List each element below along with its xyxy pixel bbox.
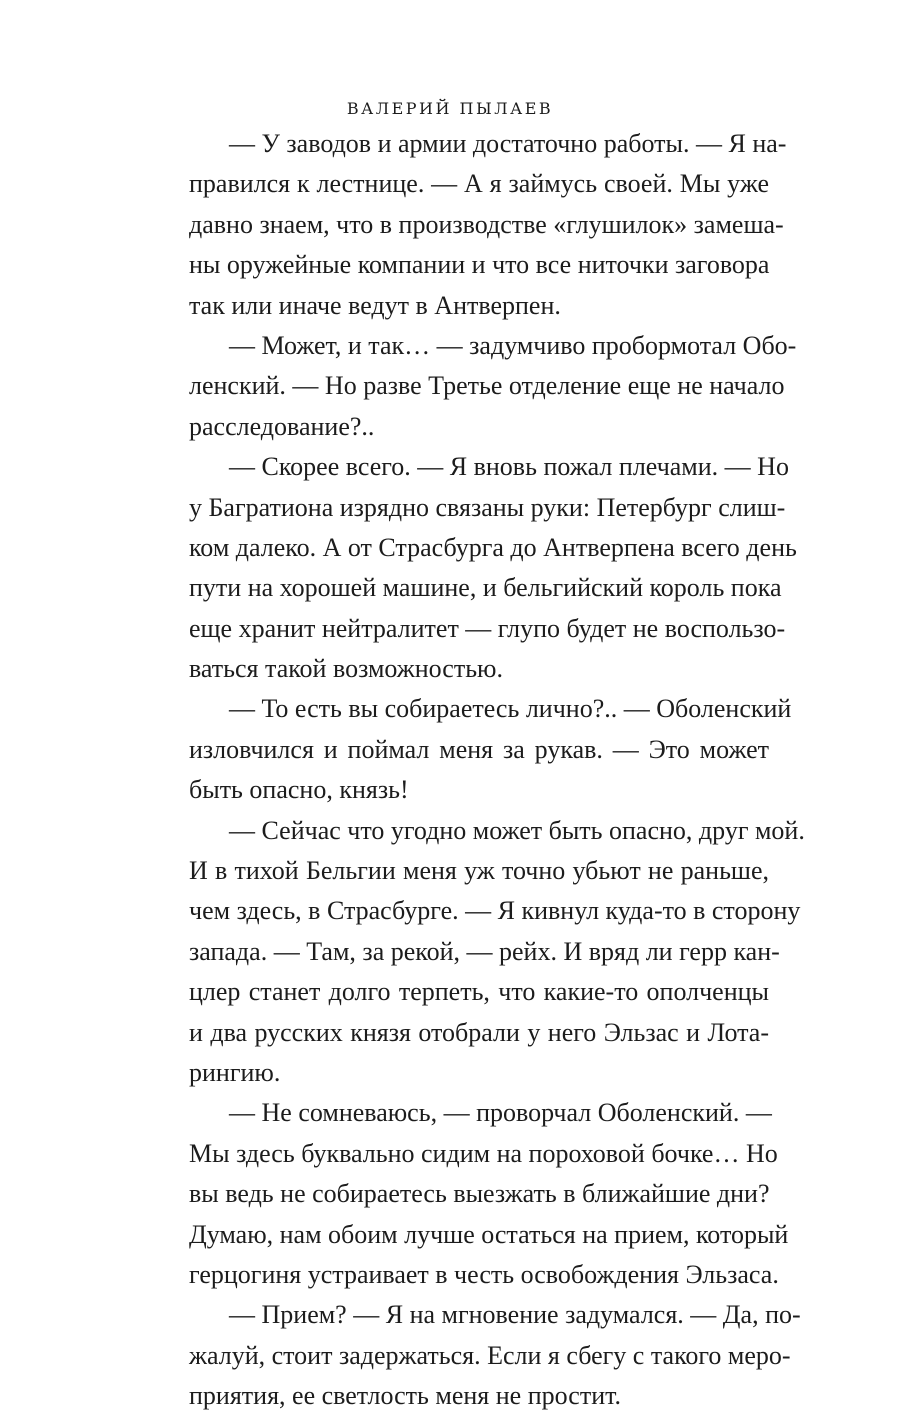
paragraph-first-line: — Прием? — Я на мгновение задумался. — Да, по- — [229, 1300, 801, 1330]
text-line: ны оружейные компании и что все ниточки заговора — [189, 250, 770, 280]
paragraph-first-line: — Не сомневаюсь, — проворчал Оболенский. — — [229, 1098, 772, 1128]
text-line: так или иначе ведут в Антверпен. — [189, 290, 561, 320]
text-line: пути на хорошей машине, и бельгийский король пока — [189, 573, 782, 603]
text-line: ком далеко. А от Страсбурга до Антверпена всего день — [189, 532, 797, 562]
paragraph-first-line: — Скорее всего. — Я вновь пожал плечами. — Но — [229, 452, 789, 482]
text-line: Мы здесь буквально сидим на пороховой бочке… Но — [189, 1138, 778, 1168]
text-line: и два русских князя отобрали у него Эльзас и Лота- — [189, 1017, 769, 1047]
paragraph-first-line: — Сейчас что угодно может быть опасно, друг мой. — [229, 815, 805, 845]
text-line: вы ведь не собираетесь выезжать в ближайшие дни? — [189, 1179, 770, 1209]
text-line: рингию. — [189, 1057, 281, 1087]
text-line: ваться такой возможностью. — [189, 654, 503, 684]
text-line: изловчился и поймал меня за рукав. — Это может — [189, 734, 769, 764]
text-line: запада. — Там, за рекой, — рейх. И вряд ли герр кан- — [189, 936, 780, 966]
running-header: ВАЛЕРИЙ ПЫЛАЕВ — [346, 99, 554, 118]
paragraph-first-line: — Может, и так… — задумчиво пробормотал Обо- — [229, 330, 797, 360]
text-line: еще хранит нейтралитет — глупо будет не воспользо- — [189, 613, 786, 643]
text-line: цлер станет долго терпеть, что какие-то ополченцы — [189, 977, 769, 1007]
text-line: чем здесь, в Страсбурге. — Я кивнул куда-то в сторону — [189, 896, 801, 926]
text-line: расследование?.. — [189, 411, 375, 441]
text-line: у Багратиона изрядно связаны руки: Петербург слиш- — [189, 492, 786, 522]
text-line: быть опасно, князь! — [189, 775, 409, 805]
text-line: И в тихой Бельгии меня уж точно убьют не раньше, — [189, 856, 769, 886]
text-line: давно знаем, что в производстве «глушилок» замеша- — [189, 209, 784, 239]
paragraph-first-line: — У заводов и армии достаточно работы. — Я на- — [229, 129, 787, 158]
text-line: правился к лестнице. — А я займусь своей. Мы уже — [189, 169, 769, 199]
paragraph-first-line: — То есть вы собираетесь лично?.. — Оболенский — [229, 694, 792, 724]
text-line: приятия, ее светлость меня не простит. — [189, 1381, 622, 1411]
text-line: жалуй, стоит задержаться. Если я сбегу с такого меро- — [189, 1340, 791, 1370]
text-line: ленский. — Но разве Третье отделение еще не начало — [189, 371, 785, 401]
text-line: Думаю, нам обоим лучше остаться на прием, который — [189, 1219, 789, 1249]
text-line: герцогиня устраивает в честь освобождения Эльзаса. — [189, 1259, 779, 1289]
body-text — [189, 124, 805, 1417]
